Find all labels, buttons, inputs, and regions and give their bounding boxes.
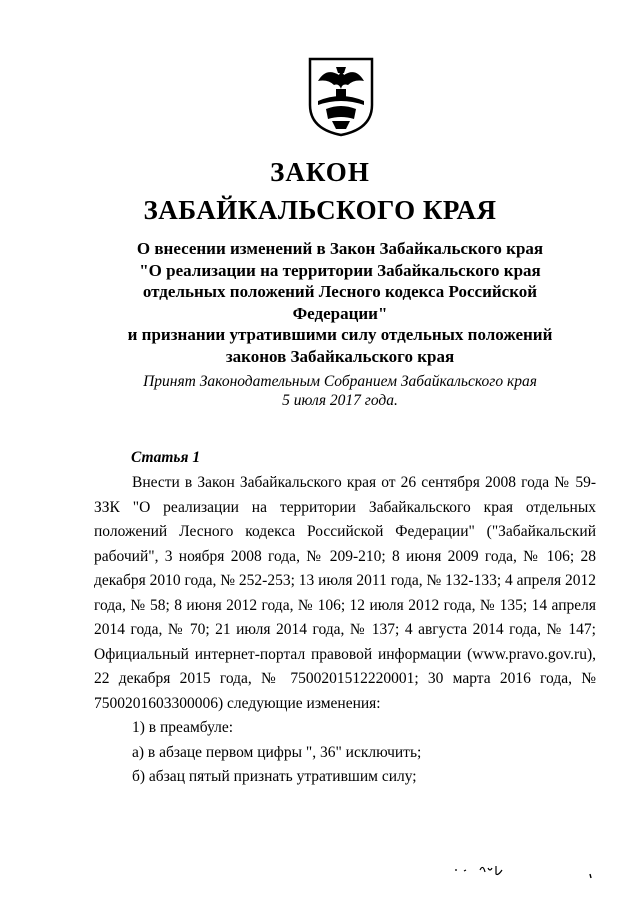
adoption-note <box>60 372 620 410</box>
adoption-date: 5 июля 2017 года. <box>282 392 398 409</box>
subtitle-line: О внесении изменений в Закон Забайкальского края <box>136 239 544 258</box>
article-heading: Статья 1 <box>131 449 201 466</box>
document-subtitle <box>100 238 580 367</box>
article-body <box>94 471 596 790</box>
list-item: а) в абзаце первом цифры ", 36" исключить; <box>132 743 422 761</box>
list-item: 1) в преамбуле: <box>132 719 234 736</box>
document-title-law: ЗАКОН <box>270 157 370 187</box>
subtitle-line: отдельных положений Лесного кодекса Российской Федерации" <box>142 282 538 323</box>
article-paragraph: Внести в Закон Забайкальского края от 26 сентября 2008 года № 59-ЗЗК "О реализации на территории Забайкальского края отдельных положений Лесного кодекса Российской Федерации" ("Забайкальский рабочий", 3 ноября 2008 года, № 209-210; 8 июня 2009 года, № 106; 28 декабря 2010 года, № 252-253; 13 июля 2011 года, № 132-133; 4 апреля 2012 года, № 58; 8 июня 2012 года, № 106; 12 июля 2012 года, № 135; 14 апреля 2014 года, № 70; 21 июля 2014 года, № 137; 4 августа 2014 года, № 147; Официальный интернет-портал правовой информации (www.pravo.gov.ru), 22 декабря 2015 года, № 7500201512220001; 30 марта 2016 года, № 7500201603300006) следующие изменения: <box>94 474 596 712</box>
handwritten-mark-icon <box>450 858 600 888</box>
subtitle-line: "О реализации на территории Забайкальского края <box>139 260 541 280</box>
coat-of-arms-icon <box>306 55 376 137</box>
subtitle-line: законов Забайкальского края <box>225 346 455 366</box>
adoption-line: Принят Законодательным Собранием Забайкальского края <box>143 373 537 390</box>
list-item: б) абзац пятый признать утратившим силу; <box>132 768 417 785</box>
subtitle-line: и признании утратившими силу отдельных положений <box>127 325 553 344</box>
document-title-region: ЗАБАЙКАЛЬСКОГО КРАЯ <box>143 195 497 225</box>
